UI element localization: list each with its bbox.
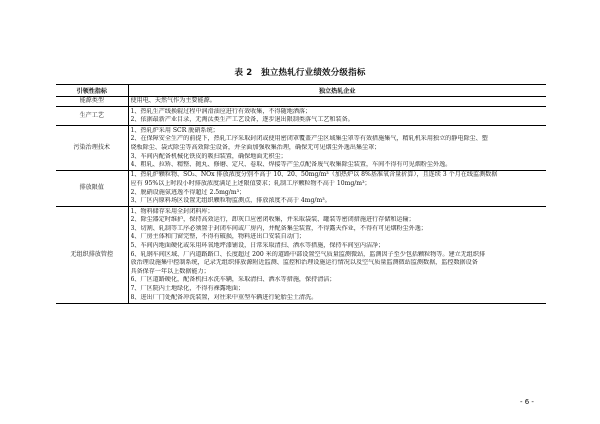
table-row <box>56 97 546 107</box>
requirement-line: 1、物料储存采用全封闭料库； <box>130 207 214 215</box>
requirement-line: 4、粗轧、拉矫、精整、抛丸、修磨、定尺、卷取、焊接等产尘点配备废气收集除尘装置，车间不得有可见烟粉尘外逸。 <box>130 161 452 169</box>
requirement-line: 2、除尘器定时维护，保持高效运行，卸灰口应密闭收集，并采取袋装、罐装等密闭措施进行存储和运输； <box>130 216 415 224</box>
indicator-cell: 生产工艺 <box>56 107 128 126</box>
requirement-line: 具备保存一年以上数据能力； <box>130 267 210 275</box>
requirement-line: 6、厂区道路硬化，配备机扫水洗车辆，采取清扫、洒水等措施，保持清洁； <box>130 276 336 284</box>
table-row <box>56 107 546 126</box>
page-number: - 6 - <box>520 398 534 406</box>
requirement-line: 3、厂区内原料场区设置无组织颗粒物监测点，排放浓度不高于 4mg/m³。 <box>130 197 331 205</box>
indicator-cell: 能源类型 <box>56 97 128 107</box>
requirement-line: 8、进出厂门处配备冲洗装置，对往来中重型车辆进行轮胎尘土清洗。 <box>130 293 318 301</box>
table-body <box>56 97 546 304</box>
header-indicator: 引领性指标 <box>56 85 128 97</box>
requirement-line: 4、厂房主体和门窗完整，不得有破损，物料进出口安装自动门； <box>130 233 306 241</box>
requirement-line: 5、车间内地面硬化或采用环氧地坪漆铺设，日常采取清扫、洒水等措施，保持车间室内洁净； <box>130 242 385 250</box>
table-row <box>56 171 546 207</box>
requirement-line: 2、依据最新产业目录，无淘汰类生产工艺设备，逐步退出限制类落气工艺和装备。 <box>130 116 354 124</box>
requirement-line: 烧板除尘、袋式除尘等高效除尘设备，并全面加强收集治理，确保无可见烟尘外逸出集尘罩； <box>130 143 381 151</box>
requirement-line: 1、热轧炉采用 SCR 脱硝系统； <box>130 126 219 134</box>
requirement-cell <box>128 107 546 126</box>
requirement-line: 1、热轧炉颗粒物、SO₂、NOx 排放浓度分别不高于 10、20、50mg/m³（加热炉以 8%基准氧含量折算），且连续 3 个月在线监测数据 <box>130 171 498 179</box>
requirement-line: 使用电、天然气作为主要能源。 <box>130 97 216 105</box>
requirement-line: 7、厂区院内土地绿化，不得有裸露地面； <box>130 284 245 292</box>
requirement-line: 3、切割、轧制等工序必须置于封闭车间或厂房内，并配备集尘装置，不得露天作业，不得有可见烟粉尘外逸； <box>130 224 427 232</box>
requirement-line: 1、热轧生产线换辊过程中润滑油应进行有效收集，不得随地洒落； <box>130 107 312 115</box>
performance-indicator-table <box>56 84 546 304</box>
requirement-line: 应有 95%以上时段小时排放浓度满足上述限值要求；轧制工序颗粒物不高于 10mg/m³； <box>130 180 371 188</box>
indicator-cell: 排放限值 <box>56 171 128 207</box>
table-row <box>56 207 546 303</box>
requirement-line: 6、轧钢车间区域、厂内道路路口、长度超过 200 米的道路中部设置空气质量监测微站，监测因子至少包括颗粒物等。建立无组织排 <box>130 250 486 258</box>
table-header-row <box>56 85 546 97</box>
indicator-cell: 无组织排放管控 <box>56 207 128 303</box>
table-row <box>56 126 546 171</box>
requirement-cell <box>128 126 546 171</box>
requirement-cell <box>128 207 546 303</box>
requirement-line: 2、在保障安全生产的前提下，热轧工序采取封闭或使用密闭罩覆盖产尘区域集尘罩等有效措施集气，精轧机采用独立的静电除尘、塑 <box>130 135 488 143</box>
requirement-cell <box>128 97 546 107</box>
table-title: 表 2 独立热轧行业绩效分级指标 <box>234 68 366 78</box>
requirement-line: 放治理设施集中控制系统，记录无组织排放源附近监测、监控和治理设施运行情况以及空气质量监测微站监测数据，监控数据设备 <box>130 259 478 267</box>
header-enterprise: 独立热轧企业 <box>128 85 546 97</box>
requirement-line: 2、脱硝设施氨逃逸不得超过 2.5mg/m³； <box>130 188 246 196</box>
requirement-line: 3、车间内配备机械化铁皮的吸扫装置，确保地面无积尘； <box>130 152 287 160</box>
indicator-cell: 污染治理技术 <box>56 126 128 171</box>
requirement-cell <box>128 171 546 207</box>
